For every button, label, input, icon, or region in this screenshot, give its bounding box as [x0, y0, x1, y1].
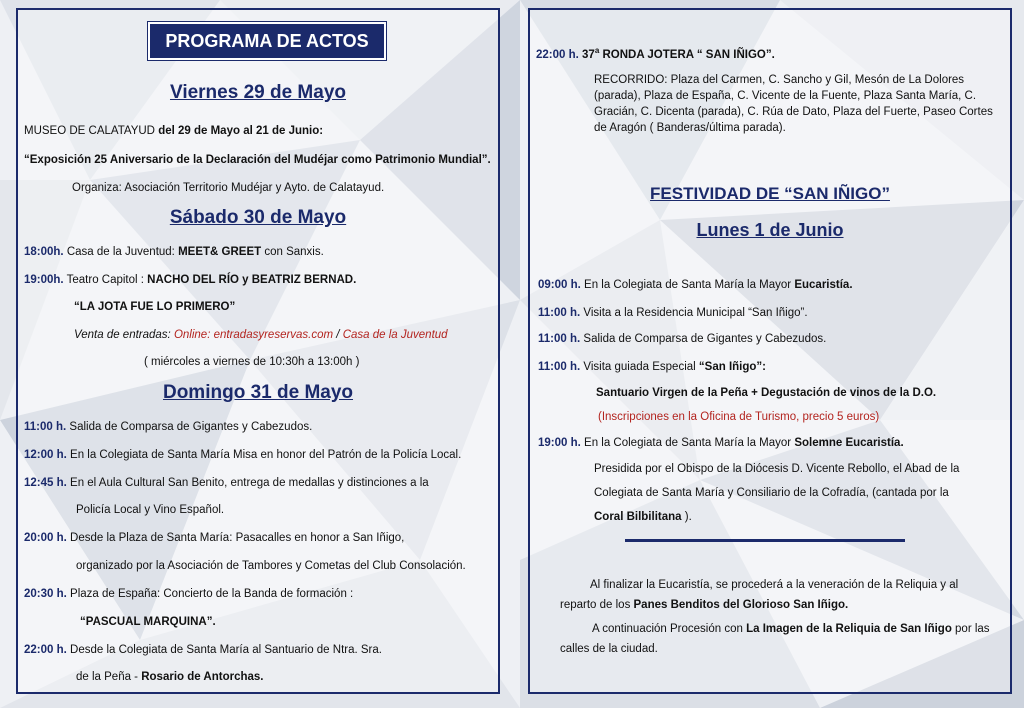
event-time: 11:00 h. — [538, 361, 581, 373]
event-text: de la Peña - — [76, 671, 142, 683]
event-time: 20:00 h. — [24, 532, 67, 544]
event-highlight: NACHO DEL RÍO y BEATRIZ BERNAD. — [147, 274, 357, 286]
event-domingo-4 — [24, 531, 404, 545]
venta-label: Venta de entradas: — [74, 329, 174, 341]
event-highlight: MEET& GREET — [178, 246, 262, 258]
event-text: En el Aula Cultural San Benito, entrega de medallas y distinciones a la — [66, 477, 429, 489]
event-text: ). — [681, 511, 692, 523]
event-sabado-1 — [24, 245, 324, 259]
event-lunes-5-detail-2: Colegiata de Santa María y Consiliario de la Cofradía, (cantada por la — [594, 487, 949, 499]
event-text: Salida de Comparsa de Gigantes y Cabezudos. — [580, 333, 827, 345]
final-highlight: Panes Benditos del Glorioso San Iñigo. — [633, 599, 849, 611]
venta-horario: ( miércoles a viernes de 10:30h a 13:00h ) — [144, 356, 360, 368]
event-lunes-2 — [538, 306, 808, 320]
event-time: 19:00 h. — [538, 437, 581, 449]
event-text: En la Colegiata de Santa María Misa en honor del Patrón de la Policía Local. — [66, 449, 462, 461]
event-domingo-3 — [24, 476, 429, 490]
organiza-line: Organiza: Asociación Territorio Mudéjar y Ayto. de Calatayud. — [72, 182, 385, 194]
event-time: 19:00h. — [24, 274, 64, 286]
section-divider — [625, 539, 905, 542]
event-text: En la Colegiata de Santa María la Mayor — [580, 437, 795, 449]
event-domingo-5 — [24, 587, 353, 601]
event-text: Visita guiada Especial — [580, 361, 699, 373]
event-text: Casa de la Juventud: — [63, 246, 179, 258]
final-paragraph-4: calles de la ciudad. — [560, 643, 658, 655]
event-text: Plaza de España: — [66, 588, 164, 600]
event-lunes-3 — [538, 332, 826, 346]
museo-line — [24, 124, 323, 138]
event-time: 11:00 h. — [24, 421, 67, 433]
event-domingo-2 — [24, 448, 461, 462]
final-text: por las — [951, 623, 990, 635]
event-domingo-3-cont: Policía Local y Vino Español. — [76, 504, 225, 516]
recorrido-text: RECORRIDO: Plaza del Carmen, C. Sancho y Gil, Mesón de La Dolores (parada), Plaza de España, C. Vicente de la Fuente, Plaza Santa María, C. Gracián, C. Dicenta (parada), C. Rúa de Dato, Plaza del Fuerte, Paseo Cortes de Aragón ( Banderas/última parada). — [594, 74, 993, 134]
event-domingo-6 — [24, 643, 382, 657]
final-paragraph-1: Al finalizar la Eucaristía, se procederá a la veneración de la Reliquia y al — [590, 579, 959, 591]
event-domingo-1 — [24, 420, 312, 434]
day-heading-domingo: Domingo 31 de Mayo — [162, 382, 354, 403]
venta-entradas-line — [74, 328, 448, 342]
program-title: PROGRAMA DE ACTOS — [148, 22, 386, 60]
exposicion-title: “Exposición 25 Aniversario de la Declaración del Mudéjar como Patrimonio Mundial”. — [24, 154, 491, 166]
event-text: Salida de Comparsa de Gigantes y Cabezudos. — [66, 421, 313, 433]
event-highlight: Rosario de Antorchas. — [141, 671, 264, 683]
event-highlight: Eucaristía. — [794, 279, 853, 291]
final-text: reparto de los — [560, 599, 634, 611]
event-lunes-4-inscripciones: (Inscripciones en la Oficina de Turismo, precio 5 euros) — [598, 411, 880, 423]
event-time: 22:00 h. — [24, 644, 67, 656]
event-sabado-2 — [24, 273, 356, 287]
event-time: 12:00 h. — [24, 449, 67, 461]
event-time: 11:00 h. — [538, 333, 581, 345]
event-lunes-5-detail-1: Presidida por el Obispo de la Diócesis D. Vicente Rebollo, el Abad de la — [594, 463, 960, 475]
event-lunes-1 — [538, 278, 853, 292]
event-highlight: RONDA JOTERA “ SAN IÑIGO”. — [599, 48, 775, 61]
day-heading-viernes: Viernes 29 de Mayo — [169, 82, 347, 103]
venta-casa: Casa de la Juventud — [342, 329, 448, 341]
event-text: Teatro Capitol : — [63, 274, 148, 286]
day-heading-lunes: Lunes 1 de Junio — [696, 220, 844, 240]
event-time: 18:00h. — [24, 246, 64, 258]
event-text: Concierto de la Banda de formación : — [163, 588, 354, 600]
museo-dates: del 29 de Mayo al 21 de Junio: — [155, 125, 324, 137]
event-domingo-5-band: “PASCUAL MARQUINA”. — [80, 616, 216, 628]
event-text: 37 — [578, 48, 595, 61]
left-panel — [16, 8, 500, 694]
event-time: 09:00 h. — [538, 279, 581, 291]
event-sabado-2-show: “LA JOTA FUE LO PRIMERO” — [74, 301, 236, 313]
event-time: 12:45 h. — [24, 477, 67, 489]
venta-separator: / — [333, 329, 343, 341]
venta-online: Online: entradasyreservas.com — [173, 329, 334, 341]
event-domingo-6-cont — [76, 670, 264, 684]
festividad-heading: FESTIVIDAD DE “SAN IÑIGO” — [650, 184, 890, 203]
museo-name: MUSEO DE CALATAYUD — [24, 125, 155, 137]
ordinal-mark: a — [594, 46, 600, 55]
final-paragraph-3 — [592, 622, 990, 636]
event-lunes-5-coral — [594, 510, 692, 524]
right-panel — [528, 8, 1012, 694]
event-highlight: Coral Bilbilitana — [594, 511, 682, 523]
event-text: Desde la Colegiata de Santa María al Santuario de Ntra. Sra. — [66, 644, 382, 656]
event-text: En la Colegiata de Santa María la Mayor — [580, 279, 795, 291]
event-domingo-4-cont: organizado por la Asociación de Tambores y Cometas del Club Consolación. — [76, 560, 466, 572]
event-lunes-5 — [538, 436, 904, 450]
event-ronda-jotera — [536, 44, 775, 62]
event-highlight: “San Iñigo”: — [698, 361, 766, 373]
event-lunes-4 — [538, 360, 766, 374]
final-paragraph-2 — [560, 598, 848, 612]
final-text: A continuación Procesión con — [592, 623, 747, 635]
event-time: 20:30 h. — [24, 588, 67, 600]
event-highlight: Solemne Eucaristía. — [794, 437, 904, 449]
event-time: 22:00 h. — [536, 48, 579, 61]
event-lunes-4-detail: Santuario Virgen de la Peña + Degustación de vinos de la D.O. — [596, 387, 937, 399]
event-text: con Sanxis. — [261, 246, 324, 258]
day-heading-sabado: Sábado 30 de Mayo — [169, 207, 347, 228]
final-highlight: La Imagen de la Reliquia de San Iñigo — [746, 623, 952, 635]
event-text: Desde la Plaza de Santa María: Pasacalles en honor a San Iñigo, — [66, 532, 405, 544]
event-text: Visita a la Residencia Municipal “San Iñigo”. — [580, 307, 808, 319]
event-time: 11:00 h. — [538, 307, 581, 319]
